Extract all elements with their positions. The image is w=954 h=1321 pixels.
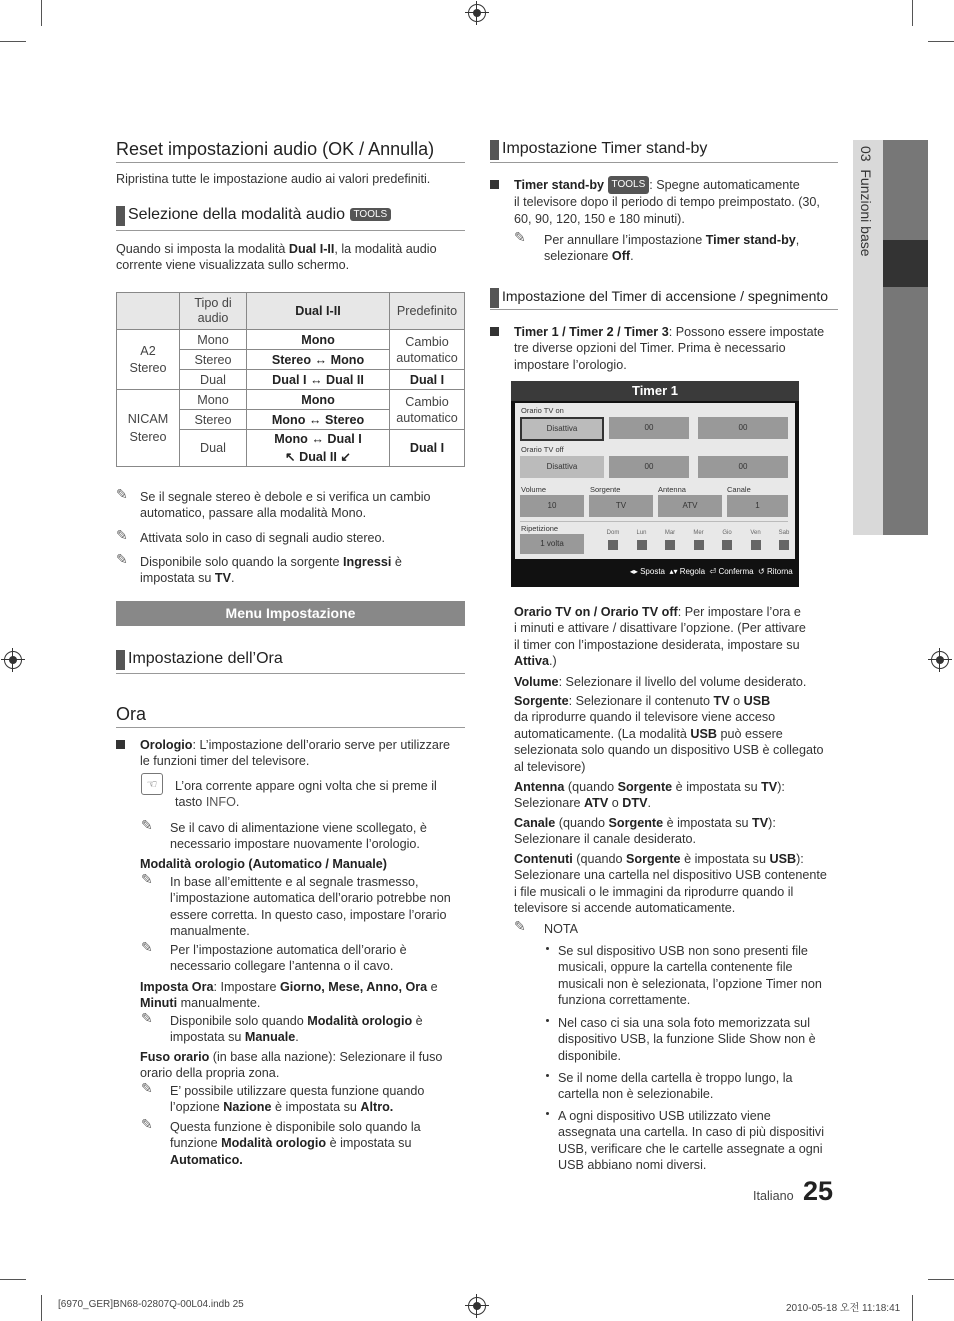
osd-title: Timer 1 — [511, 381, 799, 401]
osd-day-label: Mar — [664, 530, 676, 536]
osd-label: Orario TV on — [521, 406, 564, 415]
table-cell: Stereo — [180, 350, 247, 370]
page-number: 25 — [803, 1176, 834, 1206]
note-text: Disponibile solo quando la sorgente Ingressi è impostata su TV. — [140, 555, 402, 586]
ora-title: Ora — [116, 704, 147, 724]
note-text: E’ possibile utilizzare questa funzione quando l’opzione Nazione è impostata su Altro. — [170, 1084, 425, 1115]
osd-label: Ripetizione — [521, 524, 559, 533]
timer-osd — [511, 381, 799, 587]
table-cell: Mono — [180, 330, 247, 350]
bullet-square — [116, 740, 125, 749]
divider — [116, 162, 465, 163]
table-cell: Dual I — [390, 370, 465, 390]
osd-day-checkbox[interactable] — [722, 540, 732, 550]
note-icon: ✎ — [141, 817, 153, 833]
divider — [116, 230, 465, 231]
desc-antenna: Antenna (quando Sorgente è impostata su TV): Selezionare ATV o DTV. — [514, 780, 785, 811]
fuso-text: Fuso orario (in base alla nazione): Selezionare il fuso orario della propria zona. — [140, 1050, 443, 1081]
osd-day-label: Ven — [750, 530, 761, 536]
table-cell-auto: Cambio automatico — [390, 330, 465, 370]
note-icon: ✎ — [141, 939, 153, 955]
note-text: In base all’emittente e al segnale trasmesso, l’impostazione automatica dell’orario potrebbe non essere corretta. In questo caso, impostare l’orario manualmente. — [170, 875, 451, 939]
osd-label: Orario TV off — [521, 445, 564, 454]
bullet-dot — [546, 1019, 549, 1022]
table-cell: Stereo ↔ Mono — [247, 350, 390, 370]
osd-on-minute[interactable]: 00 — [698, 417, 788, 439]
osd-off-select[interactable]: Disattiva — [520, 456, 604, 478]
osd-divider — [520, 521, 788, 522]
tools-icon: TOOLS — [350, 208, 392, 221]
osd-on-select[interactable]: Disattiva — [520, 417, 604, 441]
note-text: Disponibile solo quando Modalità orologio è impostata su Manuale. — [170, 1014, 423, 1045]
osd-off-hour[interactable]: 00 — [609, 456, 689, 478]
osd-label: Volume — [521, 485, 547, 494]
crop-mark — [912, 0, 913, 26]
osd-channel[interactable]: 1 — [727, 495, 788, 517]
note-icon: ✎ — [141, 1080, 153, 1096]
enter-icon: ⏎ — [709, 567, 717, 576]
standby-text: Timer stand-by TOOLS : Spegne automaticamente il televisore dopo il periodo di tempo preimpostato. (30, 60, 90, 120, 150 e 180 minuti). — [514, 178, 820, 226]
divider — [490, 309, 838, 310]
bullet-dot — [546, 1074, 549, 1077]
audio-mode-intro: Quando si imposta la modalità Dual I-II, la modalità audio corrente viene visualizzata sullo schermo. — [116, 242, 437, 273]
table-cell-a2: A2 Stereo — [117, 330, 180, 390]
osd-day-label: Gio — [722, 530, 732, 536]
nota-item: Nel caso ci sia una sola foto memorizzata sul dispositivo USB, la funzione Slide Show non è disponibile. — [558, 1016, 816, 1063]
bullet-square — [490, 327, 499, 336]
crop-mark — [928, 1279, 954, 1280]
divider — [116, 727, 465, 728]
table-header-dual: Dual I-II — [247, 293, 390, 330]
audio-mode-title: Selezione della modalità audio TOOLS — [116, 206, 391, 224]
note-text: Per l’impostazione automatica dell’orario è necessario collegare l’antenna o il cavo. — [170, 943, 407, 974]
divider — [490, 162, 838, 163]
osd-repeat[interactable]: 1 volta — [520, 534, 584, 554]
note-text: Se il cavo di alimentazione viene scollegato, è necessario impostare nuovamente l’orologio. — [170, 821, 427, 852]
table-cell-auto: Cambio automatico — [390, 390, 465, 430]
bullet-square — [490, 180, 499, 189]
crop-mark — [0, 1279, 26, 1280]
orologio-text: Orologio: L’impostazione dell’orario serve per utilizzare le funzioni timer del televisore. — [140, 738, 451, 769]
desc-volume: Volume: Selezionare il livello del volume desiderato. — [514, 675, 807, 689]
osd-antenna[interactable]: ATV — [658, 495, 722, 517]
standby-title: Impostazione Timer stand-by — [490, 140, 707, 158]
table-cell: Mono ↔ Dual I ↖ Dual II ↙ — [247, 430, 390, 467]
registration-mark-icon — [4, 651, 22, 669]
note-icon: ✎ — [514, 229, 526, 245]
reset-audio-title: Reset impostazioni audio (OK / Annulla) — [116, 139, 435, 159]
side-tab-label: 03 Funzioni base — [858, 146, 874, 257]
nota-item: Se il nome della cartella è troppo lungo, la cartella non è selezionabile. — [558, 1071, 793, 1102]
return-icon: ↺ — [758, 567, 765, 576]
footer-date: 2010-05-18 오전 11:18:41 — [786, 1303, 901, 1314]
table-cell: Mono — [247, 390, 390, 410]
imposta-text: Imposta Ora: Impostare Giorno, Mese, Anno, Ora e Minuti manualmente. — [140, 980, 438, 1011]
registration-mark-icon — [931, 651, 949, 669]
osd-day-checkbox[interactable] — [694, 540, 704, 550]
osd-off-minute[interactable]: 00 — [698, 456, 788, 478]
table-header-empty — [117, 293, 180, 330]
crop-mark — [912, 1295, 913, 1321]
osd-day-checkbox[interactable] — [608, 540, 618, 550]
note-icon: ✎ — [116, 551, 128, 567]
move-icon: ◂▸ — [629, 567, 638, 576]
side-tab-block — [883, 140, 928, 240]
desc-contenuti: Contenuti (quando Sorgente è impostata su USB): Selezionare una cartella nel dispositivo USB contenente i file musicali o le immagini da riprodurre quando il televisore si accende automaticamente. — [514, 852, 827, 916]
note-text: Se il segnale stereo è debole e si verifica un cambio automatico, passare alla modalità Mono. — [140, 490, 431, 521]
registration-mark-icon — [468, 1297, 486, 1315]
registration-mark-icon — [468, 4, 486, 22]
osd-day-checkbox[interactable] — [665, 540, 675, 550]
osd-day-checkbox[interactable] — [637, 540, 647, 550]
bullet-dot — [546, 1112, 549, 1115]
audio-mode-table — [116, 292, 465, 467]
note-icon: ✎ — [514, 918, 526, 934]
osd-nav: ◂▸ Sposta ▴▾ Regola ⏎ Conferma ↺ Ritorna — [629, 567, 793, 576]
note-icon: ✎ — [141, 871, 153, 887]
tools-icon: TOOLS — [608, 176, 650, 194]
ora-section-title: Impostazione dell’Ora — [116, 650, 283, 668]
note-icon: ✎ — [141, 1116, 153, 1132]
table-header-type: Tipo di audio — [180, 293, 247, 330]
nota-title: NOTA — [544, 922, 579, 936]
bullet-dot — [546, 947, 549, 950]
osd-source[interactable]: TV — [589, 495, 653, 517]
modalita-title: Modalità orologio (Automatico / Manuale) — [140, 857, 387, 871]
osd-day-label: Mer — [693, 530, 704, 536]
osd-day-label: Sab — [778, 530, 790, 536]
divider — [116, 673, 465, 674]
note-icon: ✎ — [116, 527, 128, 543]
note-icon: ✎ — [116, 486, 128, 502]
osd-day-checkbox[interactable] — [751, 540, 761, 550]
table-cell: Dual I — [390, 430, 465, 467]
nota-item: Se sul dispositivo USB non sono presenti file musicali, oppure la cartella contenente file musicali non è selezionata, l’opzione Timer non funziona correttamente. — [558, 944, 822, 1008]
osd-panel — [515, 403, 795, 559]
table-cell: Stereo — [180, 410, 247, 430]
osd-label: Canale — [727, 485, 751, 494]
osd-volume[interactable]: 10 — [520, 495, 584, 517]
onoff-title: Impostazione del Timer di accensione / spegnimento — [490, 288, 828, 304]
remote-button-icon: ☜ — [141, 773, 163, 795]
crop-mark — [41, 1295, 42, 1321]
table-cell: Dual — [180, 430, 247, 467]
footer-language: Italiano — [753, 1189, 794, 1203]
table-cell: Mono — [180, 390, 247, 410]
adjust-icon: ▴▾ — [669, 567, 678, 576]
note-text: Per annullare l’impostazione Timer stand-by, selezionare Off. — [544, 233, 800, 264]
table-cell: Mono ↔ Stereo — [247, 410, 390, 430]
menu-bar: Menu Impostazione — [116, 601, 465, 626]
crop-mark — [41, 0, 42, 26]
crop-mark — [0, 41, 26, 42]
note-text: Attivata solo in caso di segnali audio stereo. — [140, 531, 386, 545]
side-tab-block — [883, 287, 928, 535]
crop-mark — [928, 41, 954, 42]
osd-on-hour[interactable]: 00 — [609, 417, 689, 439]
table-cell-nicam: NICAM Stereo — [117, 390, 180, 467]
note-text: Questa funzione è disponibile solo quando la funzione Modalità orologio è impostata su Automatico. — [170, 1120, 421, 1167]
osd-day-label: Dom — [606, 530, 620, 536]
info-text: L’ora corrente appare ogni volta che si preme il tasto INFO. — [175, 779, 437, 810]
table-header-default: Predefinito — [390, 293, 465, 330]
osd-label: Sorgente — [590, 485, 621, 494]
note-icon: ✎ — [141, 1010, 153, 1026]
desc-sorgente: Sorgente: Selezionare il contenuto TV o USB da riprodurre quando il televisore viene acceso automaticamente. (La modalità USB può essere selezionata solo quando un dispositivo USB è collegato al televisore) — [514, 694, 824, 774]
desc-orario: Orario TV on / Orario TV off: Per impostare l’ora e i minuti e attivare / disattivare l’opzione. (Per attivare il timer con l’impostazione desiderata, impostare su Attiva.) — [514, 605, 806, 669]
table-cell: Dual I ↔ Dual II — [247, 370, 390, 390]
side-tab-active — [883, 240, 928, 287]
footer-file: [6970_GER]BN68-02807Q-00L04.indb 25 — [58, 1299, 244, 1310]
nota-item: A ogni dispositivo USB utilizzato viene assegnata una cartella. In caso di più dispositivi USB, verificare che le cartelle assegnate a ogni USB abbiano nomi diversi. — [558, 1109, 825, 1173]
desc-canale: Canale (quando Sorgente è impostata su TV): Selezionare il canale desiderato. — [514, 816, 776, 847]
reset-audio-desc: Ripristina tutte le impostazione audio ai valori predefiniti. — [116, 172, 431, 186]
osd-day-label: Lun — [636, 530, 647, 536]
onoff-text: Timer 1 / Timer 2 / Timer 3: Possono essere impostate tre diverse opzioni del Timer. Prima è necessario impostare l’orologio. — [514, 325, 825, 372]
table-cell: Dual — [180, 370, 247, 390]
osd-day-checkbox[interactable] — [779, 540, 789, 550]
osd-label: Antenna — [658, 485, 686, 494]
table-cell: Mono — [247, 330, 390, 350]
